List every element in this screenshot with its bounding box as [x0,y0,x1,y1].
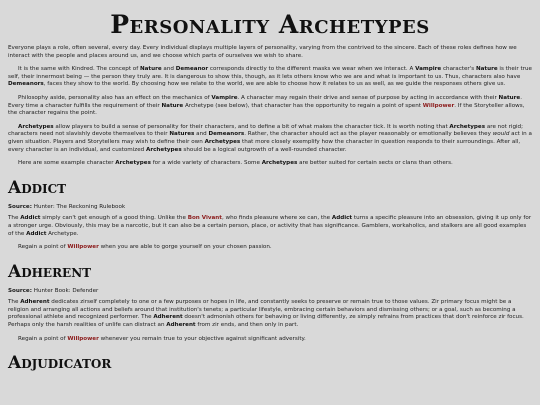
text-run: whenever you remain true to your objective against significant adversity. [98,335,306,342]
text-run: is their true self, their innermost being — the person they truly are. It is dangerous to show this, though, as it lets others know who we are and what is important to us. Thus, characters also have [8,66,532,80]
text-run: that more closely exemplify how the character in question responds to their surroundings. After all, every character is an individual, and customized [8,138,521,153]
intro-paragraph-5 [8,160,532,168]
intro-paragraph-1: Everyone plays a role, often several, every day. Every individual displays multiple layers of personality, varying from the contrived to the sincere. Each of these roles defines how we interact with the people and places around us, and we choose which parts of ourselves we wish to share. [8,45,517,59]
keyword: Adherent [20,299,50,306]
source-value: Hunter: The Reckoning Rulebook [31,203,126,210]
cross-reference-link[interactable]: Willpower [67,244,99,251]
intro-paragraph-3 [8,95,532,118]
text-run: and [194,131,209,138]
keyword: Demeanors [8,81,44,88]
archetype-entry [8,262,532,344]
archetype-list [8,178,532,374]
archetype-heading: Adjudicator [8,353,112,374]
text-run: Philosophy aside, personality also has an effect on the mechanics of [18,94,212,101]
archetype-willpower-rule [8,244,532,252]
archetype-heading: Adherent [8,261,92,282]
keyword: Natures [169,131,195,138]
keyword: Nature [139,66,162,73]
text-run: allow players to build a sense of personality for their characters, and to define a bit of what makes the character tick. It is worth noting that [53,123,450,130]
archetype-source [8,204,532,212]
intro-paragraph-2 [8,66,532,89]
archetype-willpower-rule [8,336,532,344]
intro-paragraph-4 [8,124,532,154]
keyword: Addict [331,215,353,222]
text-run: turns a specific pleasure into an obsession, giving it up only for a stronger urge. Obviously, this may be a narcotic, but it can also be a certain person, place, or activity that has significance. Gamblers, workaholics, and stalkers are all good examples of the [8,215,532,237]
text-run: act in a given situation. Players and Storytellers may wish to define their own [8,131,532,145]
text-run: are not rigid; characters need not slavishly devote themselves to their [8,123,523,138]
keyword: Archetypes [146,146,182,153]
archetype-entry [8,353,532,373]
text-run: for a wide variety of characters. Some [150,160,262,167]
text-run: Regain a point of [18,244,68,251]
cross-reference-link[interactable]: Bon Vivant [187,215,222,222]
archetype-heading: Addict [8,177,67,198]
text-run: are better suited for certain sects or clans than others. [297,160,453,167]
text-run: simply can't get enough of a good thing. Unlike the [40,215,188,222]
emphasis: would [492,131,510,138]
text-run: and [161,66,176,73]
text-run: Here are some example character [18,160,116,167]
text-run: Archetype (see below), that character has the opportunity to regain a point of spent [183,102,423,109]
keyword: Nature [498,94,521,101]
source-label: Source: [8,287,32,294]
text-run: . Every time a character fulfills the requirement of their [8,94,522,109]
text-run: Archetype. [46,230,79,237]
text-run: . Rather, the character should act as the player reasonably or emotionally believes they [244,131,493,138]
keyword: Archetypes [18,123,54,130]
text-run: , who finds pleasure where xe can, the [221,215,332,222]
text-run: . A character may regain their drive and sense of purpose by acting in accordance with their [237,94,499,101]
keyword: Addict [26,230,47,237]
text-run: from zir ends, and then only in part. [195,322,299,329]
cross-reference-link[interactable]: Willpower [67,335,99,342]
text-run: , faces they show to the world. By choosing how we relate to the world, we are able to choose how it relates to us as well, as we guide the responses others give us. [43,81,506,88]
text-run: dedicates zirself completely to one or a few purposes or hopes in life, and constantly seeks to preserve or remain true to those values. Zir primary focus might be a religion and arranging all actions and beliefs around that institution's tenets; a particular lifestyle, embracing certain behaviors and dismissing others; or a goal, such as becoming a professional athlete and recognized performer. The [8,299,516,321]
cross-reference-link[interactable]: Willpower [422,102,455,109]
text-run: . If the Storyteller allows, the character regains the point. [8,102,525,117]
keyword: Adherent [153,314,183,321]
text-run: corresponds directly to the different masks we wear when we interact. A [208,66,416,73]
keyword: Archetypes [261,160,298,167]
archetype-description [8,299,532,329]
text-run: The [8,299,21,306]
text-run: doesn't admonish others for behaving or living differently, ze simply refrains from practices that don't reinforce zir focus. Perhaps only the harsh realities of unlife can distract an [8,314,524,329]
keyword: Archetypes [115,160,151,167]
keyword: Nature [475,66,498,73]
text-run: character's [441,66,476,73]
keyword: Demeanors [208,131,245,138]
text-run: when you are able to gorge yourself on your chosen passion. [98,244,272,251]
keyword: Vampire [415,66,442,73]
keyword: Vampire [211,94,238,101]
keyword: Archetypes [204,138,241,145]
keyword: Nature [161,102,184,109]
page-title: Personality Archetypes [110,10,430,39]
keyword: Addict [20,215,41,222]
source-label: Source: [8,203,32,210]
archetype-source [8,288,532,296]
keyword: Adherent [166,322,196,329]
archetype-description [8,215,532,238]
text-run: The [8,215,21,222]
source-value: Hunter Book: Defender [31,287,99,294]
text-run: It is the same with Kindred. The concept of [18,66,140,73]
text-run: Regain a point of [18,335,68,342]
keyword: Demeanor [175,66,209,73]
text-run: should be a logical outgrowth of a well-rounded character. [181,146,347,153]
keyword: Archetypes [449,123,486,130]
archetype-entry [8,178,532,252]
